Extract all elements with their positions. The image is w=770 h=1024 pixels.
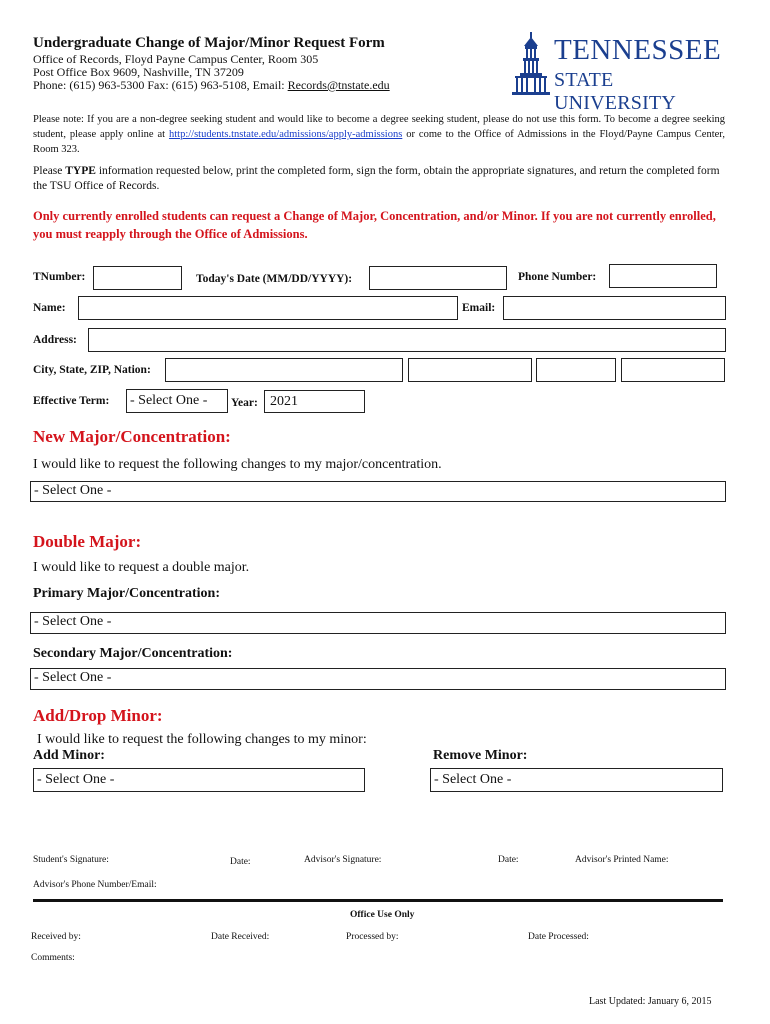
remove-minor-label: Remove Minor: <box>433 748 528 763</box>
advisor-date-label: Date: <box>498 855 519 865</box>
minor-text: I would like to request the following changes to my minor: <box>37 732 367 747</box>
logo-line1: TENNESSEE <box>554 34 722 66</box>
note-text-2: or come to the Office of Admissions in the Floyd/Payne Campus Center, Room 323. <box>33 129 725 155</box>
add-minor-select[interactable]: - Select One - <box>33 768 365 792</box>
zip-input[interactable] <box>536 358 616 382</box>
todays-date-input[interactable] <box>369 266 507 290</box>
new-major-text: I would like to request the following changes to my major/concentration. <box>33 457 442 472</box>
office-address-line1: Office of Records, Floyd Payne Campus Center, Room 305 <box>33 52 319 66</box>
address-input[interactable] <box>88 328 726 352</box>
form-title: Undergraduate Change of Major/Minor Request Form <box>33 35 385 51</box>
name-input[interactable] <box>78 296 458 320</box>
received-by-label: Received by: <box>31 932 81 942</box>
tnumber-input[interactable] <box>93 266 182 290</box>
advisor-signature-label: Advisor's Signature: <box>304 855 382 865</box>
remove-minor-select[interactable]: - Select One - <box>430 768 723 792</box>
effective-term-label: Effective Term: <box>33 395 110 407</box>
email-label: Email: <box>462 302 496 314</box>
city-input[interactable] <box>165 358 403 382</box>
contact-text: Phone: (615) 963-5300 Fax: (615) 963-5108, Email: <box>33 78 288 92</box>
instructions-emphasis: TYPE <box>65 165 96 177</box>
non-degree-note <box>33 112 725 157</box>
phone-number-label: Phone Number: <box>518 271 597 283</box>
double-major-heading: Double Major: <box>33 532 142 551</box>
primary-major-label: Primary Major/Concentration: <box>33 586 220 601</box>
instructions-post: information requested below, print the completed form, sign the form, obtain the appropriate signatures, and return the completed form the TSU Office of Records. <box>33 165 720 192</box>
email-input[interactable] <box>503 296 726 320</box>
date-received-label: Date Received: <box>211 932 270 942</box>
phone-number-input[interactable] <box>609 264 717 288</box>
add-minor-label: Add Minor: <box>33 748 105 763</box>
office-divider <box>33 899 723 902</box>
logo-line2: STATE UNIVERSITY <box>554 69 676 114</box>
note-text-1: Please note: If you are a non-degree seeking student and would like to become a degree seeking student, please do not use this form. To become a degree seeking student, please apply online at <box>33 114 725 140</box>
instructions-pre: Please <box>33 165 66 177</box>
name-label: Name: <box>33 302 66 314</box>
student-signature-label: Student's Signature: <box>33 855 109 865</box>
instructions <box>33 164 725 194</box>
processed-by-label: Processed by: <box>346 932 399 942</box>
city-state-zip-nation-label: City, State, ZIP, Nation: <box>33 364 151 376</box>
address-label: Address: <box>33 334 77 346</box>
office-contact-line <box>33 79 390 92</box>
add-drop-minor-heading: Add/Drop Minor: <box>33 706 163 725</box>
enrollment-warning: Only currently enrolled students can request a Change of Major, Concentration, and/or Minor. If you are not currently enrolled, you must reapply through the Office of Admissions. <box>33 209 716 241</box>
building-tower-icon <box>512 32 552 96</box>
state-input[interactable] <box>408 358 532 382</box>
nation-input[interactable] <box>621 358 725 382</box>
todays-date-label: Today's Date (MM/DD/YYYY): <box>196 273 353 285</box>
secondary-major-select[interactable]: - Select One - <box>30 668 726 690</box>
student-date-label: Date: <box>230 857 251 867</box>
records-email-link[interactable]: Records@tnstate.edu <box>287 78 390 92</box>
year-input[interactable]: 2021 <box>264 390 365 413</box>
apply-admissions-link[interactable]: http://students.tnstate.edu/admissions/apply-admissions <box>168 129 403 140</box>
tnumber-label: TNumber: <box>33 271 86 283</box>
comments-label: Comments: <box>31 953 75 963</box>
date-processed-label: Date Processed: <box>528 932 589 942</box>
new-major-heading: New Major/Concentration: <box>33 427 231 446</box>
double-major-text: I would like to request a double major. <box>33 560 250 575</box>
last-updated: Last Updated: January 6, 2015 <box>589 996 712 1007</box>
effective-term-select[interactable]: - Select One - <box>126 389 228 413</box>
secondary-major-label: Secondary Major/Concentration: <box>33 646 233 661</box>
advisor-printed-name-label: Advisor's Printed Name: <box>575 855 669 865</box>
advisor-contact-label: Advisor's Phone Number/Email: <box>33 880 157 890</box>
university-logo <box>512 32 732 114</box>
primary-major-select[interactable]: - Select One - <box>30 612 726 634</box>
office-use-heading: Office Use Only <box>350 910 415 920</box>
office-address-line2: Post Office Box 9609, Nashville, TN 37209 <box>33 65 244 79</box>
new-major-select[interactable]: - Select One - <box>30 481 726 502</box>
year-label: Year: <box>231 397 258 409</box>
